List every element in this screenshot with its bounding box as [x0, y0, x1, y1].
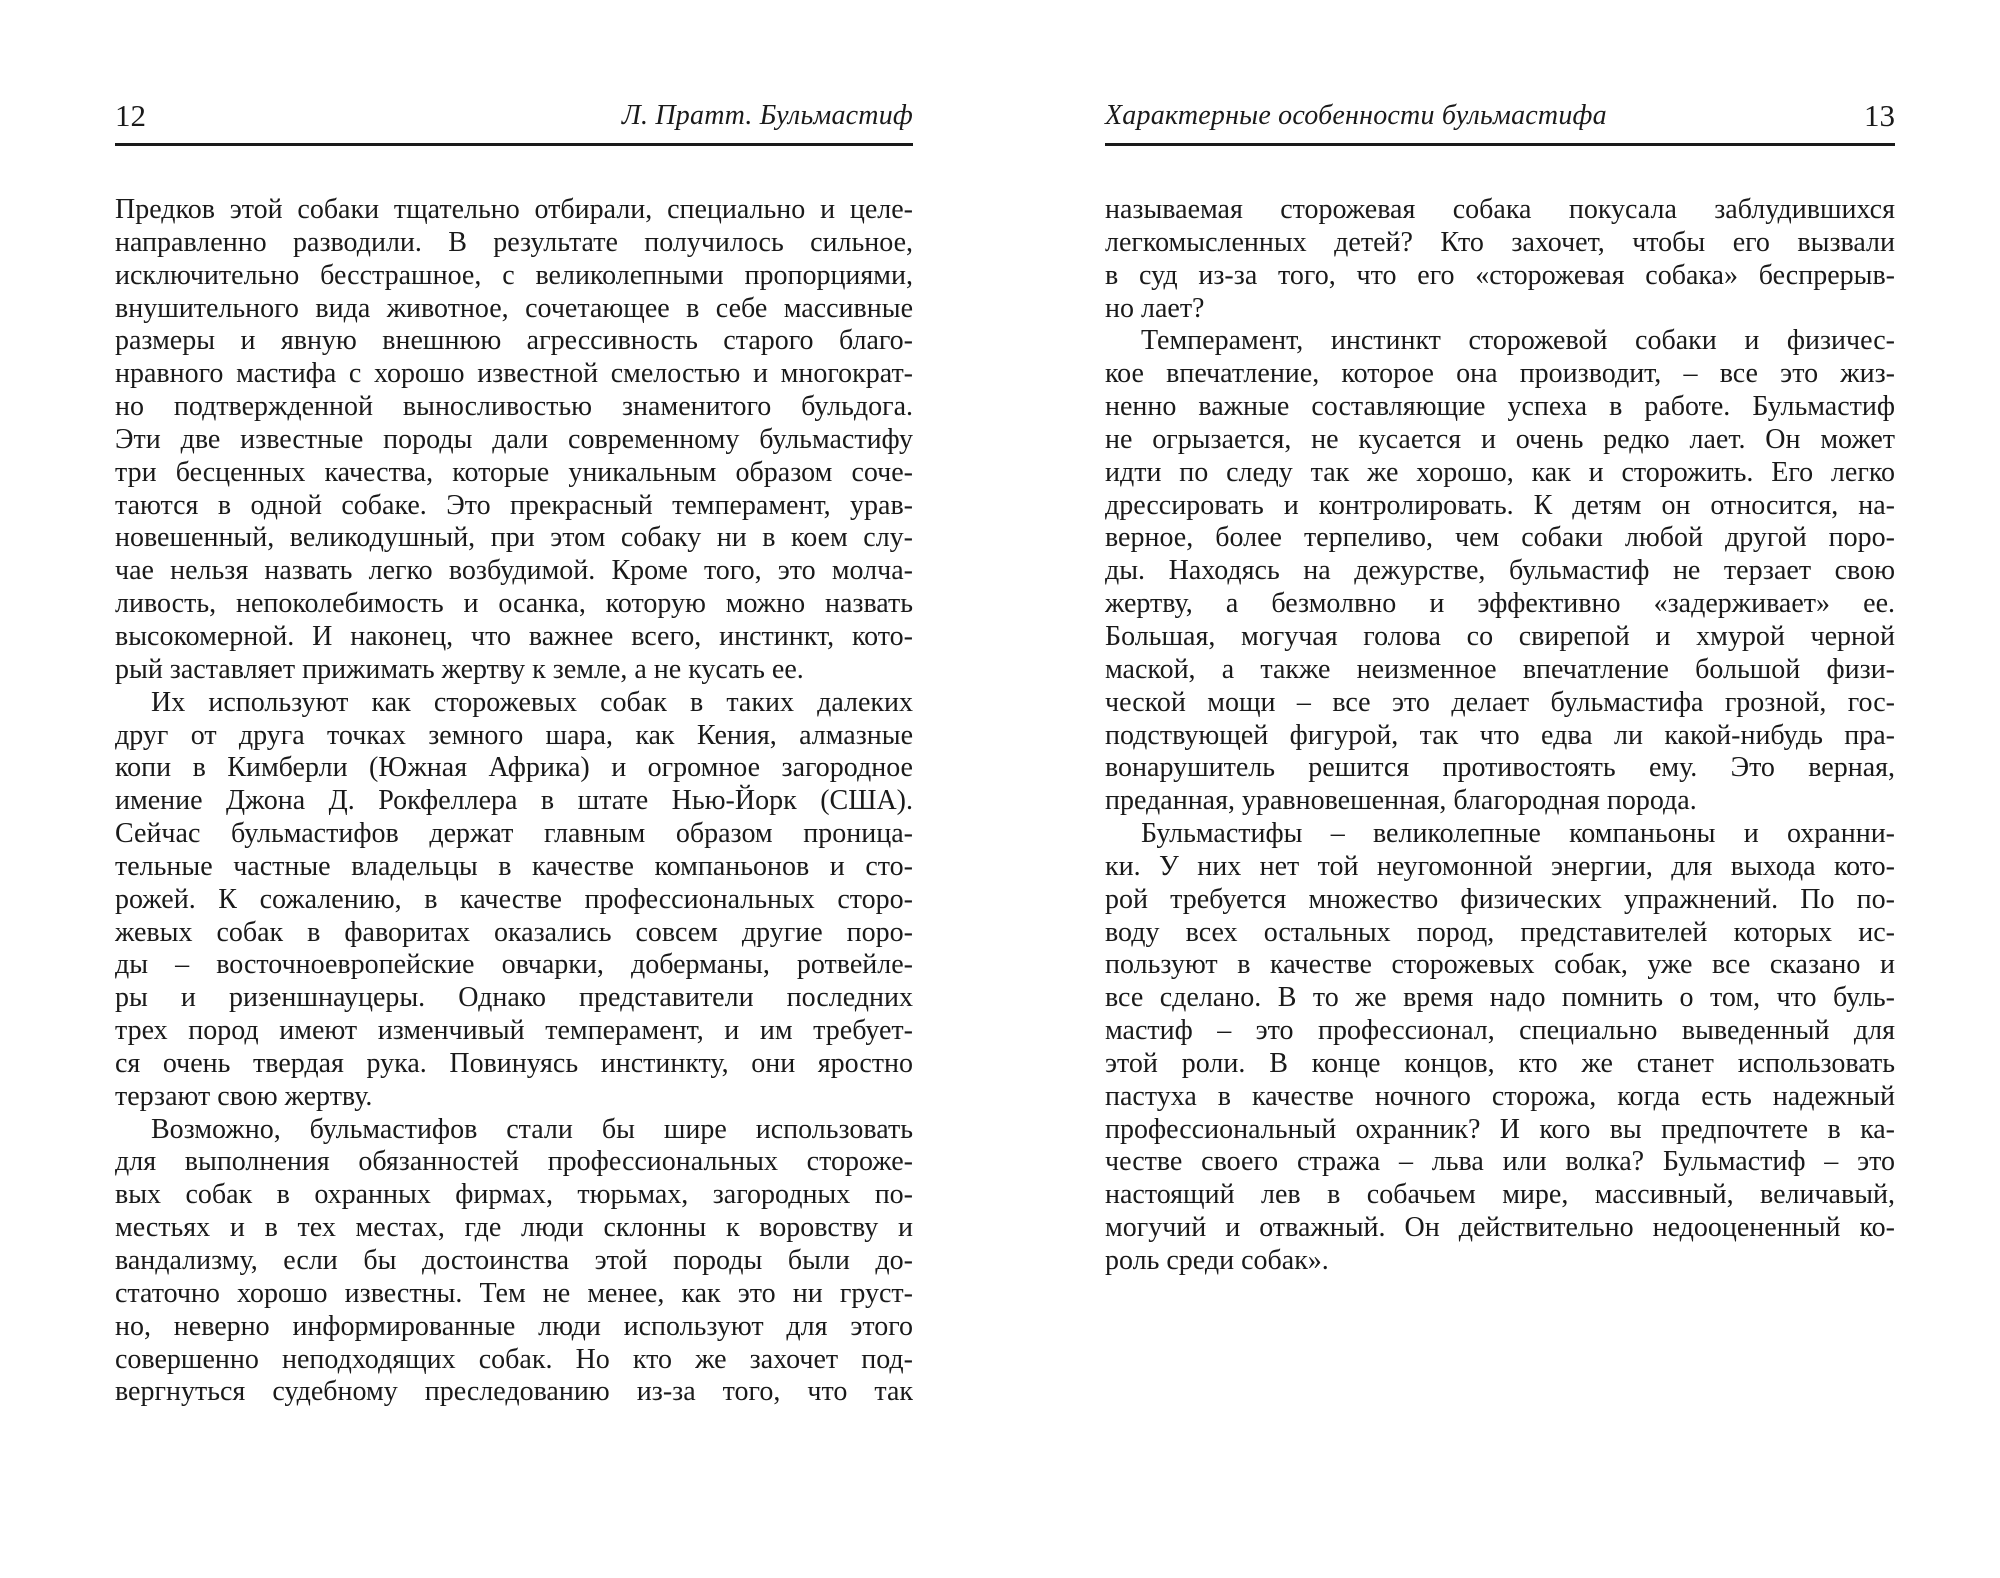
text-line: Возможно, бульмастифов стали бы шире использовать [151, 1113, 913, 1145]
text-line: преданная, уравновешенная, благородная порода. [1105, 785, 1697, 817]
text-line: не огрызается, не кусается и очень редко лает. Он может [1105, 423, 1895, 455]
text-line: статочно хорошо известны. Тем не менее, как это ни груст- [115, 1277, 913, 1309]
page-body [115, 194, 913, 1409]
text-line: высокомерной. И наконец, что важнее всего, инстинкт, кото- [115, 620, 913, 652]
text-line: Предков этой собаки тщательно отбирали, специально и целе- [115, 194, 913, 225]
text-line: исключительно бесстрашное, с великолепными пропорциями, [115, 259, 913, 291]
text-line: для выполнения обязанностей профессиональных стороже- [115, 1146, 913, 1178]
text-line: кое впечатление, которое она производит, – все это жиз- [1105, 358, 1895, 390]
text-line: Бульмастифы – великолепные компаньоны и охранни- [1141, 818, 1895, 850]
text-line: тельные частные владельцы в качестве компаньонов и сто- [115, 850, 913, 882]
paragraph [115, 194, 913, 687]
text-line: внушительного вида животное, сочетающее в себе массивные [115, 292, 913, 324]
text-line: Большая, могучая голова со свирепой и хмурой черной [1105, 620, 1895, 652]
text-line: направленно разводили. В результате получилось сильное, [115, 226, 913, 258]
text-line: этой роли. В конце концов, кто же станет использовать [1105, 1047, 1895, 1079]
text-line: в суд из-за того, что его «сторожевая собака» беспрерыв- [1105, 259, 1895, 291]
text-line: все сделано. В то же время надо помнить о том, что буль- [1105, 982, 1895, 1014]
text-line: ды. Находясь на дежурстве, бульмастиф не терзает свою [1105, 555, 1895, 587]
paragraph [1105, 818, 1895, 1278]
text-line: таются в одной собаке. Это прекрасный темперамент, урав- [115, 489, 913, 521]
text-line: ливость, непоколебимость и осанка, которую можно назвать [115, 588, 913, 620]
page-header [115, 96, 913, 136]
text-line: вергнуться судебному преследованию из-за того, что так [115, 1376, 913, 1408]
text-line: нравного мастифа с хорошо известной смелостью и многократ- [115, 358, 913, 390]
text-line: ды – восточноевропейские овчарки, доберманы, ротвейле- [115, 949, 913, 981]
paragraph [115, 1114, 913, 1410]
text-line: ненно важные составляющие успеха в работе. Бульмастиф [1105, 391, 1895, 423]
page-header [1105, 96, 1895, 136]
text-line: легкомысленных детей? Кто захочет, чтобы его вызвали [1105, 226, 1895, 258]
text-line: ческой мощи – все это делает бульмастифа грозной, гос- [1105, 686, 1895, 718]
text-line: терзают свою жертву. [115, 1080, 373, 1112]
text-line: но лает? [1105, 292, 1205, 324]
text-line: Их используют как сторожевых собак в таких далеких [151, 686, 913, 718]
text-line: рожей. К сожалению, в качестве профессиональных сторо- [115, 883, 913, 915]
paragraph [1105, 325, 1895, 818]
text-line: копи в Кимберли (Южная Африка) и огромное загородное [115, 752, 913, 784]
text-line: верное, более терпеливо, чем собаки любой другой поро- [1105, 522, 1895, 554]
header-rule [1105, 143, 1895, 146]
text-line: местьях и в тех местах, где люди склонны к воровству и [115, 1212, 913, 1244]
text-line: вонарушитель решится противостоять ему. Это верная, [1105, 752, 1895, 784]
text-line: имение Джона Д. Рокфеллера в штате Нью-Йорк (США). [115, 785, 913, 817]
page-body [1105, 194, 1895, 1278]
text-line: идти по следу так же хорошо, как и сторожить. Его легко [1105, 456, 1895, 488]
text-line: пользуют в качестве сторожевых собак, уже все сказано и [1105, 949, 1895, 981]
text-line: могучий и отважный. Он действительно недооцененный ко- [1105, 1212, 1895, 1244]
text-line: трех пород имеют изменчивый темперамент, и им требует- [115, 1015, 913, 1047]
running-head: Л. Пратт. Бульмастиф [621, 100, 913, 131]
text-line: настоящий лев в собачьем мире, массивный, величавый, [1105, 1179, 1895, 1211]
text-line: Эти две известные породы дали современному бульмастифу [115, 423, 913, 455]
text-line: профессиональный охранник? И кого вы предпочтете в ка- [1105, 1113, 1895, 1145]
text-line: но подтвержденной выносливостью знаменитого бульдога. [115, 391, 913, 423]
text-line: друг от друга точках земного шара, как Кения, алмазные [115, 719, 913, 751]
text-line: чае нельзя назвать легко возбудимой. Кроме того, это молча- [115, 555, 913, 587]
text-line: мастиф – это профессионал, специально выведенный для [1105, 1015, 1895, 1047]
running-head: Характерные особенности бульмастифа [1105, 100, 1607, 131]
text-line: называемая сторожевая собака покусала заблудившихся [1105, 194, 1895, 225]
text-line: честве своего стража – льва или волка? Бульмастиф – это [1105, 1146, 1895, 1178]
text-line: ки. У них нет той неугомонной энергии, для выхода кото- [1105, 850, 1895, 882]
text-line: три бесценных качества, которые уникальным образом соче- [115, 456, 913, 488]
text-line: ры и ризеншнауцеры. Однако представители последних [115, 982, 913, 1014]
page-number: 12 [115, 98, 146, 133]
text-line: но, неверно информированные люди используют для этого [115, 1310, 913, 1342]
text-line: вандализму, если бы достоинства этой породы были до- [115, 1245, 913, 1276]
text-line: пастуха в качестве ночного сторожа, когда есть надежный [1105, 1080, 1895, 1112]
text-line: роль среди собак». [1105, 1245, 1329, 1276]
text-line: новешенный, великодушный, при этом собаку ни в коем слу- [115, 522, 913, 554]
text-line: совершенно неподходящих собак. Но кто же захочет под- [115, 1343, 913, 1375]
text-line: ся очень твердая рука. Повинуясь инстинкту, они яростно [115, 1047, 913, 1079]
header-rule [115, 143, 913, 146]
text-line: подствующей фигурой, так что едва ли какой-нибудь пра- [1105, 719, 1895, 751]
text-line: жертву, а безмолвно и эффективно «задерживает» ее. [1105, 588, 1895, 620]
text-line: маской, а также неизменное впечатление большой физи- [1105, 653, 1895, 685]
page-number: 13 [1864, 98, 1895, 133]
text-line: Темперамент, инстинкт сторожевой собаки и физичес- [1141, 325, 1895, 357]
text-line: жевых собак в фаворитах оказались совсем другие поро- [115, 916, 913, 948]
paragraph [115, 687, 913, 1114]
text-line: дрессировать и контролировать. К детям он относится, на- [1105, 489, 1895, 521]
paragraph [1105, 194, 1895, 325]
text-line: воду всех остальных пород, представителей которых ис- [1105, 916, 1895, 948]
text-line: вых собак в охранных фирмах, тюрьмах, загородных по- [115, 1179, 913, 1211]
text-line: размеры и явную внешнюю агрессивность старого благо- [115, 325, 913, 357]
text-line: Сейчас бульмастифов держат главным образом проница- [115, 818, 913, 850]
text-line: рой требуется множество физических упражнений. По по- [1105, 883, 1895, 915]
text-line: рый заставляет прижимать жертву к земле, а не кусать ее. [115, 653, 804, 685]
